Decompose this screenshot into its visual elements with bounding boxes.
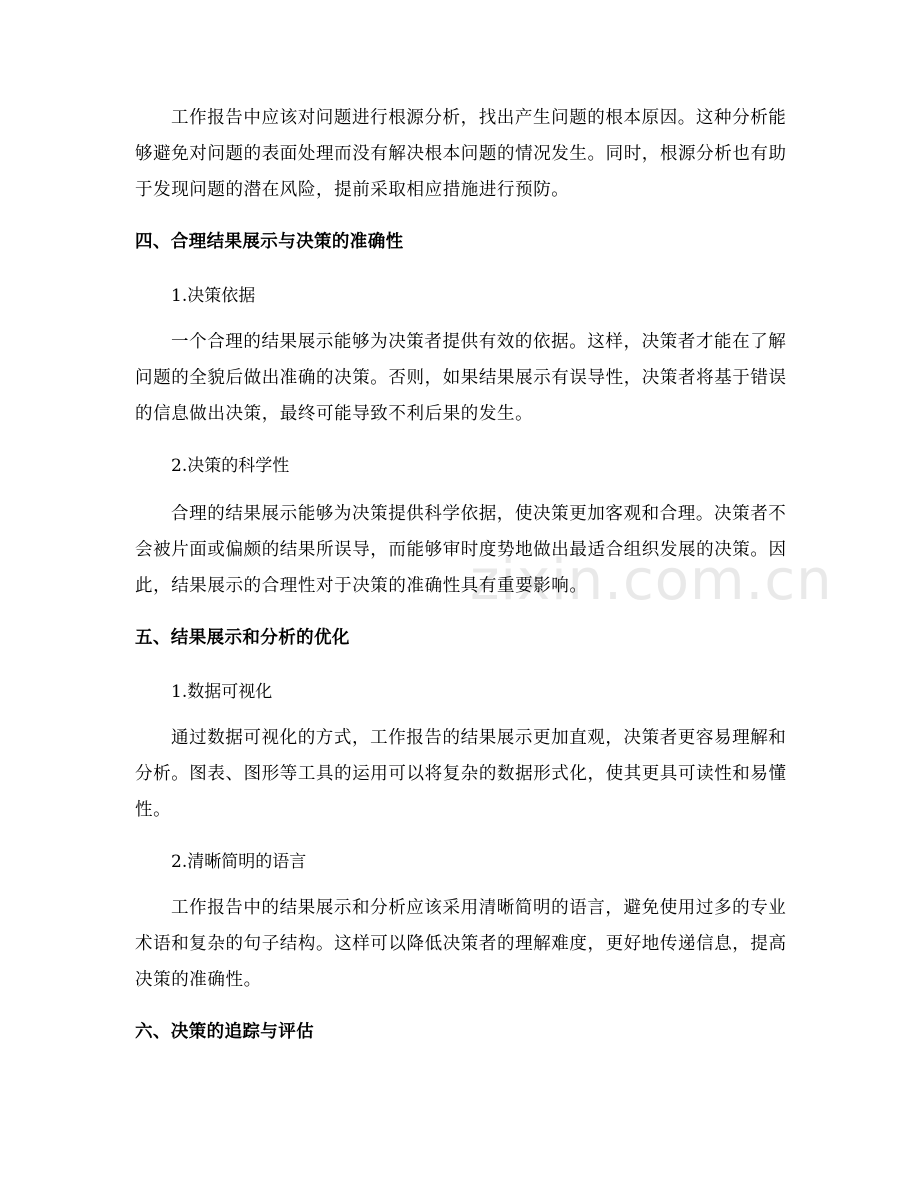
paragraph-data-visualization (135, 720, 785, 828)
paragraph-line: 一个合理的结果展示能够为决策者提供有效的依据。这样，决策者才能在了解 (171, 332, 787, 352)
subheading-5-1: 1.数据可视化 (171, 682, 273, 702)
watermark: zixin.com.cn (470, 548, 833, 613)
subheading-5-2: 2.清晰简明的语言 (171, 852, 307, 872)
paragraph-line: 性。 (135, 800, 172, 820)
paragraph-line: 术语和复杂的句子结构。这样可以降低决策者的理解难度，更好地传递信息，提高 (135, 934, 787, 954)
paragraph-line: 会被片面或偏颇的结果所误导，而能够审时度势地做出最适合组织发展的决策。因 (135, 540, 787, 560)
paragraph-root-cause (135, 100, 785, 208)
section-heading-6: 六、决策的追踪与评估 (135, 1022, 314, 1042)
paragraph-line: 此，结果展示的合理性对于决策的准确性具有重要影响。 (135, 576, 588, 596)
subheading-4-1: 1.决策依据 (171, 286, 256, 306)
subheading-4-2: 2.决策的科学性 (171, 456, 290, 476)
section-heading-5: 五、结果展示和分析的优化 (135, 628, 350, 648)
paragraph-line: 分析。图表、图形等工具的运用可以将复杂的数据形式化，使其更具可读性和易懂 (135, 764, 787, 784)
paragraph-line: 于发现问题的潜在风险，提前采取相应措施进行预防。 (135, 180, 570, 200)
paragraph-line: 问题的全貌后做出准确的决策。否则，如果结果展示有误导性，决策者将基于错误 (135, 368, 787, 388)
paragraph-line: 通过数据可视化的方式，工作报告的结果展示更加直观，决策者更容易理解和 (171, 728, 787, 748)
paragraph-clear-language (135, 890, 785, 998)
paragraph-decision-science (135, 496, 785, 604)
paragraph-line: 工作报告中应该对问题进行根源分析，找出产生问题的根本原因。这种分析能 (171, 108, 787, 128)
paragraph-line: 够避免对问题的表面处理而没有解决根本问题的情况发生。同时，根源分析也有助 (135, 144, 787, 164)
paragraph-line: 工作报告中的结果展示和分析应该采用清晰简明的语言，避免使用过多的专业 (171, 898, 787, 918)
paragraph-line: 决策的准确性。 (135, 970, 262, 990)
section-heading-4: 四、合理结果展示与决策的准确性 (135, 232, 404, 252)
paragraph-decision-basis (135, 324, 785, 432)
paragraph-line: 合理的结果展示能够为决策提供科学依据，使决策更加客观和合理。决策者不 (171, 504, 787, 524)
paragraph-line: 的信息做出决策，最终可能导致不利后果的发生。 (135, 404, 534, 424)
